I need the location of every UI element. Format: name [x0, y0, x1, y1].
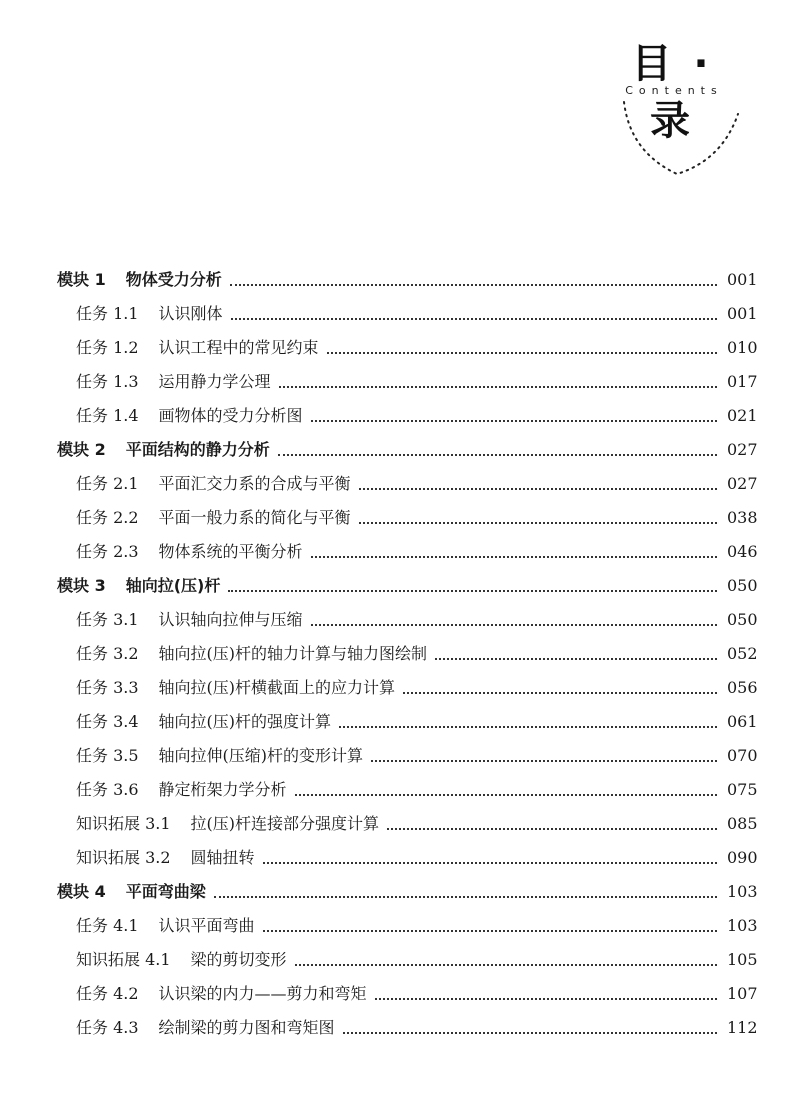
- toc-entry-title: 轴向拉(压)杆横截面上的应力计算: [158, 678, 396, 697]
- toc-task-entry[interactable]: [0, 399, 790, 433]
- toc-page-number: 027: [727, 440, 758, 459]
- toc-entry-number: 模块 2: [57, 440, 106, 459]
- toc-task-entry[interactable]: [0, 943, 790, 977]
- toc-task-entry[interactable]: [0, 841, 790, 875]
- toc-page-number: 050: [727, 610, 758, 629]
- dot-leader: [375, 996, 717, 1000]
- toc-entry-number: 任务 2.3: [76, 542, 139, 561]
- toc-task-entry[interactable]: [0, 1011, 790, 1045]
- toc-page-number: 001: [727, 270, 758, 289]
- toc-page-number: 061: [727, 712, 758, 731]
- toc-entry-number: 任务 1.1: [76, 304, 139, 323]
- toc-task-entry[interactable]: [0, 909, 790, 943]
- toc-entry-title: 平面结构的静力分析: [125, 440, 270, 459]
- dot-leader: [230, 282, 717, 286]
- dot-leader: [311, 622, 717, 626]
- dot-leader: [327, 350, 717, 354]
- toc-page-number: 027: [727, 474, 758, 493]
- dot-leader: [214, 894, 717, 898]
- toc-task-entry[interactable]: [0, 739, 790, 773]
- toc-module-entry[interactable]: [0, 569, 790, 603]
- toc-module-entry[interactable]: [0, 433, 790, 467]
- toc-page-number: 052: [727, 644, 758, 663]
- toc-page-number: 046: [727, 542, 758, 561]
- dot-leader: [263, 860, 717, 864]
- toc-entry-title: 圆轴扭转: [190, 848, 255, 867]
- toc-page-number: 103: [727, 916, 758, 935]
- table-of-contents: [0, 263, 790, 1045]
- toc-entry-title: 物体系统的平衡分析: [158, 542, 303, 561]
- dot-leader: [311, 554, 717, 558]
- toc-module-entry[interactable]: [0, 263, 790, 297]
- toc-entry-number: 任务 3.2: [76, 644, 139, 663]
- toc-page-number: 010: [727, 338, 758, 357]
- dot-leader: [403, 690, 717, 694]
- toc-entry-title: 轴向拉(压)杆的轴力计算与轴力图绘制: [158, 644, 428, 663]
- toc-entry-title: 梁的剪切变形: [190, 950, 287, 969]
- toc-entry-title: 静定桁架力学分析: [158, 780, 287, 799]
- toc-entry-title: 认识轴向拉伸与压缩: [158, 610, 303, 629]
- dot-leader: [359, 520, 717, 524]
- dot-leader: [311, 418, 717, 422]
- toc-entry-number: 任务 2.1: [76, 474, 139, 493]
- toc-page-number: 090: [727, 848, 758, 867]
- toc-entry-number: 任务 3.5: [76, 746, 139, 765]
- toc-entry-title: 物体受力分析: [125, 270, 222, 289]
- toc-task-entry[interactable]: [0, 705, 790, 739]
- toc-task-entry[interactable]: [0, 977, 790, 1011]
- toc-page-number: 050: [727, 576, 758, 595]
- toc-task-entry[interactable]: [0, 603, 790, 637]
- toc-page-number: 105: [727, 950, 758, 969]
- toc-entry-number: 任务 3.6: [76, 780, 139, 799]
- toc-page-number: 021: [727, 406, 758, 425]
- toc-page-number: 112: [727, 1018, 758, 1037]
- toc-task-entry[interactable]: [0, 671, 790, 705]
- toc-entry-title: 认识平面弯曲: [158, 916, 255, 935]
- dot-leader: [387, 826, 717, 830]
- toc-entry-title: 轴向拉伸(压缩)杆的变形计算: [158, 746, 364, 765]
- dot-leader: [343, 1030, 717, 1034]
- toc-entry-title: 认识梁的内力——剪力和弯矩: [158, 984, 367, 1003]
- toc-page-number: 001: [727, 304, 758, 323]
- toc-entry-title: 运用静力学公理: [158, 372, 271, 391]
- toc-entry-number: 知识拓展 3.2: [76, 848, 171, 867]
- dot-leader: [359, 486, 717, 490]
- toc-entry-title: 轴向拉(压)杆: [125, 576, 221, 595]
- toc-page-number: 070: [727, 746, 758, 765]
- toc-entry-title: 平面弯曲梁: [125, 882, 206, 901]
- toc-entry-number: 任务 1.4: [76, 406, 139, 425]
- dotted-arc-ornament: [612, 92, 742, 182]
- toc-entry-title: 绘制梁的剪力图和弯矩图: [158, 1018, 335, 1037]
- toc-entry-title: 认识工程中的常见约束: [158, 338, 319, 357]
- toc-entry-number: 任务 4.3: [76, 1018, 139, 1037]
- toc-task-entry[interactable]: [0, 535, 790, 569]
- toc-task-entry[interactable]: [0, 773, 790, 807]
- dot-leader: [278, 452, 717, 456]
- dot-leader: [231, 316, 717, 320]
- toc-page-number: 017: [727, 372, 758, 391]
- dot-leader: [295, 962, 717, 966]
- toc-page-number: 056: [727, 678, 758, 697]
- toc-entry-title: 画物体的受力分析图: [158, 406, 303, 425]
- toc-entry-number: 知识拓展 3.1: [76, 814, 171, 833]
- toc-task-entry[interactable]: [0, 331, 790, 365]
- dot-leader: [339, 724, 717, 728]
- toc-entry-number: 任务 3.3: [76, 678, 139, 697]
- toc-entry-number: 模块 4: [57, 882, 106, 901]
- toc-task-entry[interactable]: [0, 297, 790, 331]
- toc-module-entry[interactable]: [0, 875, 790, 909]
- toc-entry-title: 平面汇交力系的合成与平衡: [158, 474, 351, 493]
- toc-page-number: 103: [727, 882, 758, 901]
- toc-entry-title: 平面一般力系的简化与平衡: [158, 508, 351, 527]
- toc-page-number: 075: [727, 780, 758, 799]
- toc-entry-title: 认识刚体: [158, 304, 223, 323]
- toc-entry-number: 任务 4.2: [76, 984, 139, 1003]
- toc-header: [600, 32, 740, 152]
- page-subtitle: Contents: [625, 84, 723, 97]
- toc-task-entry[interactable]: [0, 637, 790, 671]
- toc-entry-number: 任务 1.3: [76, 372, 139, 391]
- toc-entry-number: 任务 4.1: [76, 916, 139, 935]
- toc-entry-number: 任务 2.2: [76, 508, 139, 527]
- toc-entry-title: 轴向拉(压)杆的强度计算: [158, 712, 332, 731]
- toc-entry-number: 任务 3.4: [76, 712, 139, 731]
- toc-entry-number: 任务 3.1: [76, 610, 139, 629]
- toc-entry-number: 模块 1: [57, 270, 106, 289]
- dot-leader: [279, 384, 717, 388]
- toc-task-entry[interactable]: [0, 807, 790, 841]
- toc-entry-number: 知识拓展 4.1: [76, 950, 171, 969]
- dot-leader: [263, 928, 717, 932]
- toc-task-entry[interactable]: [0, 501, 790, 535]
- toc-entry-number: 任务 1.2: [76, 338, 139, 357]
- dot-leader: [371, 758, 717, 762]
- toc-task-entry[interactable]: [0, 467, 790, 501]
- toc-page-number: 038: [727, 508, 758, 527]
- toc-page-number: 107: [727, 984, 758, 1003]
- dot-leader: [295, 792, 717, 796]
- dot-leader: [435, 656, 717, 660]
- dot-leader: [228, 588, 717, 592]
- toc-task-entry[interactable]: [0, 365, 790, 399]
- page-title: 目 · 录: [631, 41, 713, 144]
- toc-entry-title: 拉(压)杆连接部分强度计算: [190, 814, 380, 833]
- toc-entry-number: 模块 3: [57, 576, 106, 595]
- toc-page-number: 085: [727, 814, 758, 833]
